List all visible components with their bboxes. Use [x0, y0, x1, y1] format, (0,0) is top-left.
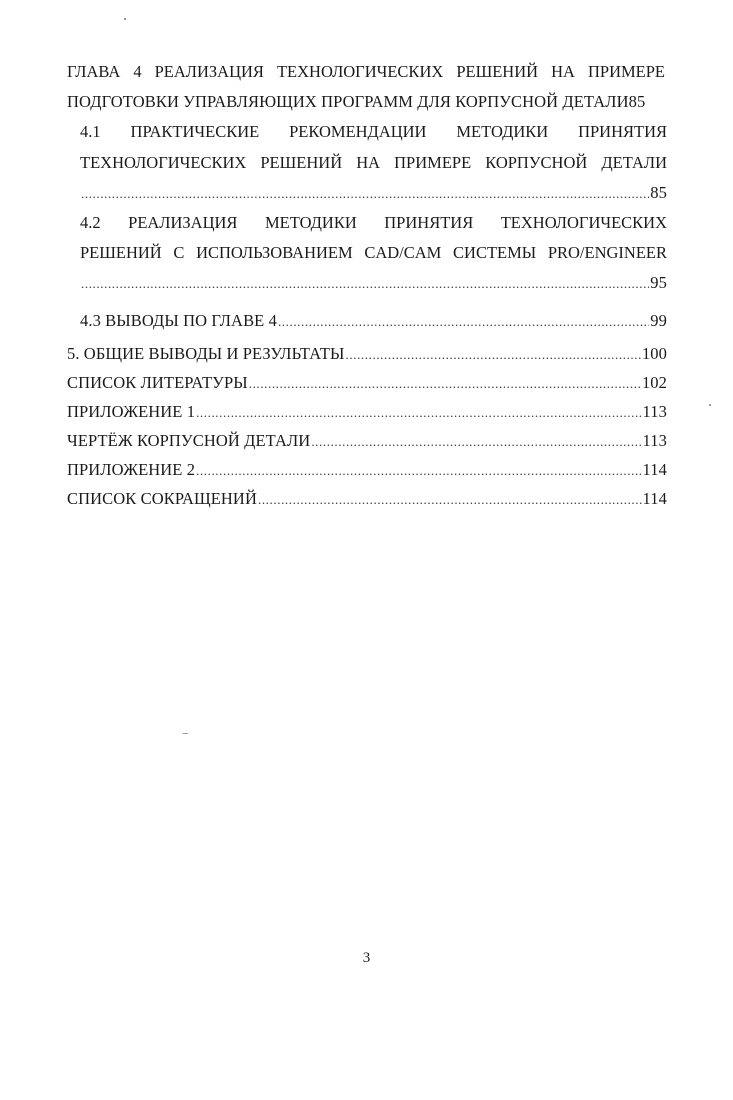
scan-speck: [183, 733, 188, 734]
toc-entry: [67, 460, 667, 480]
page-number: 3: [362, 950, 371, 966]
toc-entry-title-line: ГЛАВА 4 РЕАЛИЗАЦИЯ ТЕХНОЛОГИЧЕСКИХ РЕШЕНИЙ НА ПРИМЕРЕ: [67, 62, 665, 81]
toc-entry: [67, 344, 667, 364]
scan-speck: [709, 404, 711, 406]
toc-page-number: 100: [641, 344, 667, 363]
toc-entry-title: 4.3 ВЫВОДЫ ПО ГЛАВЕ 4: [80, 311, 277, 330]
toc-entry-title: СПИСОК ЛИТЕРАТУРЫ: [67, 373, 248, 392]
toc-leader-dots: [346, 344, 641, 364]
toc-leader-dots: [196, 460, 641, 480]
toc-leader-dots: [196, 402, 641, 422]
toc-entry-title: ПРИЛОЖЕНИЕ 2: [67, 460, 196, 479]
toc-entry-title: ЧЕРТЁЖ КОРПУСНОЙ ДЕТАЛИ: [67, 431, 311, 450]
toc-leader-dots: [278, 311, 649, 331]
toc-leader-dots: [258, 489, 642, 509]
toc-entry-4-3: [80, 311, 667, 331]
toc-page-number: 95: [650, 273, 667, 292]
toc-leader-dots: [81, 273, 649, 293]
toc-entry-title-line: ПОДГОТОВКИ УПРАВЛЯЮЩИХ ПРОГРАММ ДЛЯ КОРПУСНОЙ ДЕТАЛИ: [67, 92, 629, 111]
toc-entry-title-line: ТЕХНОЛОГИЧЕСКИХ РЕШЕНИЙ НА ПРИМЕРЕ КОРПУСНОЙ ДЕТАЛИ: [80, 153, 667, 172]
toc-entry-title-line: 4.1 ПРАКТИЧЕСКИЕ РЕКОМЕНДАЦИИ МЕТОДИКИ ПРИНЯТИЯ: [80, 122, 667, 141]
toc-page-number: 85: [650, 183, 667, 202]
toc-page-number: 114: [642, 489, 667, 508]
toc-entry-title-line: РЕШЕНИЙ С ИСПОЛЬЗОВАНИЕМ CAD/CAM СИСТЕМЫ PRO/ENGINEER: [80, 243, 667, 262]
toc-page-number: 113: [642, 402, 667, 421]
toc-entry-title-line: 4.2 РЕАЛИЗАЦИЯ МЕТОДИКИ ПРИНЯТИЯ ТЕХНОЛОГИЧЕСКИХ: [80, 213, 667, 232]
toc-entry: [67, 431, 667, 451]
toc-leader-dots: [311, 431, 641, 451]
scan-speck: [124, 18, 126, 20]
toc-page-number: 85: [628, 92, 646, 111]
toc-leader-dots: [81, 183, 649, 203]
toc-entry: [67, 402, 667, 422]
toc-leader-dots: [249, 373, 641, 393]
toc-page-number: 114: [642, 460, 667, 479]
toc-page-number: 113: [642, 431, 667, 450]
toc-entry-title: 5. ОБЩИЕ ВЫВОДЫ И РЕЗУЛЬТАТЫ: [67, 344, 345, 363]
toc-entry-title: СПИСОК СОКРАЩЕНИЙ: [67, 489, 257, 508]
toc-page-number: 99: [650, 311, 667, 330]
toc-entry: [67, 489, 667, 509]
toc-entry: [67, 373, 667, 393]
toc-entry-title: ПРИЛОЖЕНИЕ 1: [67, 402, 196, 421]
toc-page-number: 102: [641, 373, 667, 392]
